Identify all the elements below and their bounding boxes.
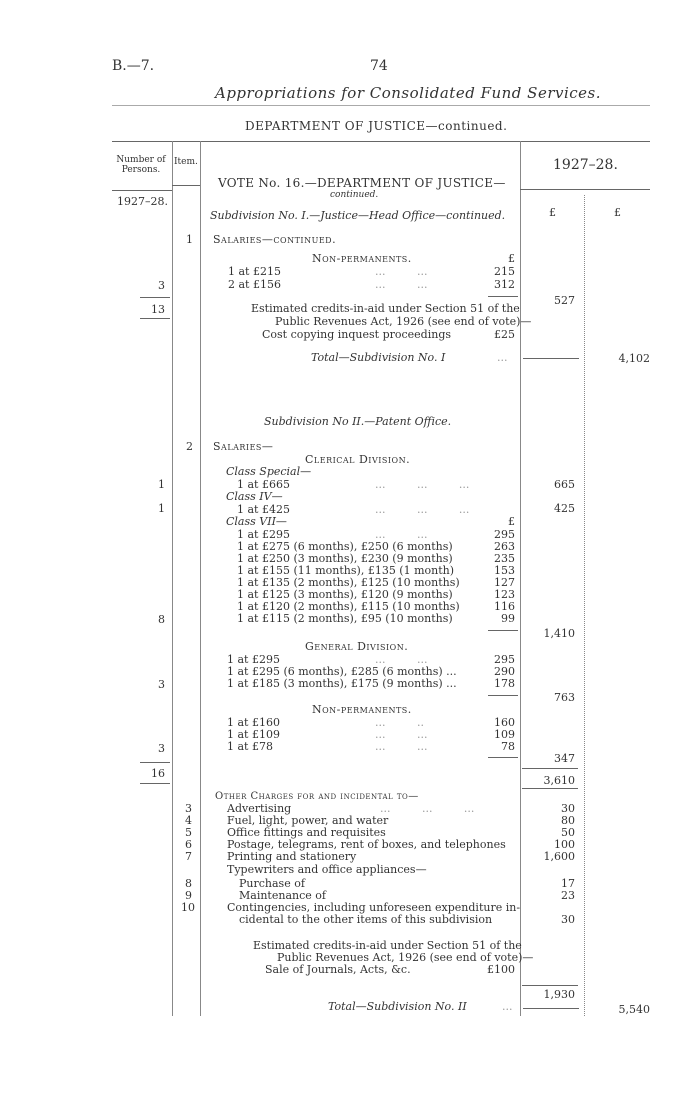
leader-dots: ... .. xyxy=(375,716,424,729)
sub1-nonperm-heading: Non-permanents. xyxy=(312,252,412,265)
subdivision-2-heading: Subdivision No II.—Patent Office. xyxy=(264,415,452,428)
nonperm-row-label: 1 at £160 xyxy=(227,716,280,729)
class-7-row-label: 1 at £155 (11 months), £135 (1 month) xyxy=(237,564,455,577)
tw-item-label: Maintenance of xyxy=(239,889,326,902)
vote-continued: continued. xyxy=(330,190,379,200)
salaries-total-underrule xyxy=(522,788,578,789)
nonperm-sum-rule xyxy=(488,757,518,758)
sub1-credits-line-2: Public Revenues Act, 1926 (see end of vote)— xyxy=(275,315,532,328)
class-7-pound-sign: £ xyxy=(508,515,515,528)
other-item-number: 4 xyxy=(185,814,192,827)
amount-column-divider xyxy=(584,195,585,1016)
other-item-amount: 30 xyxy=(561,802,575,815)
sub2-total-label: Total—Subdivision No. II xyxy=(328,1000,467,1013)
leader-dots: ... ... xyxy=(375,653,428,666)
sub2-nonperm-heading: Non-permanents. xyxy=(312,703,412,716)
sub2-credits-line-3: Sale of Journals, Acts, &c. xyxy=(265,963,411,976)
year-header-rule xyxy=(520,189,650,190)
class-7-row-label: 1 at £250 (3 months), £230 (9 months) xyxy=(237,552,453,565)
page-title: Appropriations for Consolidated Fund Services. xyxy=(215,84,602,102)
other-item-number: 3 xyxy=(185,802,192,815)
general-row-label: 1 at £185 (3 months), £175 (9 months) ... xyxy=(227,677,457,690)
salaries-total: 3,610 xyxy=(543,774,575,787)
item-text-divider xyxy=(200,141,201,1016)
nonperm-total: 347 xyxy=(554,752,575,765)
nonperm-row-amount: 160 xyxy=(494,716,515,729)
typewriters-heading: Typewriters and office appliances— xyxy=(227,863,427,876)
sub1-salaries-label: Salaries—continued. xyxy=(213,233,337,246)
contingencies-line-1: Contingencies, including unforeseen expenditure in- xyxy=(227,901,521,914)
sub2-credits-line-2: Public Revenues Act, 1926 (see end of vote)— xyxy=(277,951,534,964)
class-7-total: 1,410 xyxy=(543,627,575,640)
sub2-total-dash xyxy=(523,1008,579,1009)
class-7-row-amount: 127 xyxy=(494,576,515,589)
other-item-label: Printing and stationery xyxy=(227,850,357,863)
sub1-total-dash xyxy=(523,358,579,359)
other-item-amount: 50 xyxy=(561,826,575,839)
general-row-amount: 290 xyxy=(494,665,515,678)
vote-title: VOTE No. 16.—DEPARTMENT OF JUSTICE— xyxy=(218,176,506,190)
page-number: 74 xyxy=(370,58,388,74)
leader-dots: ... xyxy=(502,1000,513,1013)
sub1-persons-rule xyxy=(140,297,170,298)
sub1-row-2-persons: 3 xyxy=(158,279,165,292)
class-7-row-label: 1 at £135 (2 months), £125 (10 months) xyxy=(237,576,460,589)
sub1-row-1-label: 1 at £215 xyxy=(228,265,281,278)
other-item-number: 5 xyxy=(185,826,192,839)
nonperm-row-amount: 78 xyxy=(501,740,515,753)
other-charges-total: 1,930 xyxy=(543,988,575,1001)
class-7-row-amount: 263 xyxy=(494,540,515,553)
sub1-sum-rule xyxy=(488,296,518,297)
persons-header-rule xyxy=(112,190,172,191)
contingencies-item-number: 10 xyxy=(181,901,195,914)
sub1-credits-line-1: Estimated credits-in-aid under Section 51 of the xyxy=(251,302,520,315)
title-rule xyxy=(112,105,650,106)
department-heading xyxy=(245,119,507,133)
class-special-persons: 1 xyxy=(158,478,165,491)
class-7-label: Class VII— xyxy=(226,515,287,528)
class-7-row-label: 1 at £120 (2 months), £115 (10 months) xyxy=(237,600,460,613)
general-row-amount: 295 xyxy=(494,653,515,666)
class-7-row-amount: 99 xyxy=(501,612,515,625)
leader-dots: ... ... ... xyxy=(375,478,470,491)
sub1-credits-line-3: Cost copying inquest proceedings xyxy=(262,328,452,341)
other-item-label: Postage, telegrams, rent of boxes, and telephones xyxy=(227,838,506,851)
tw-item-amount: 17 xyxy=(561,877,575,890)
class-special-label: Class Special— xyxy=(226,465,312,478)
nonperm-persons: 3 xyxy=(158,742,165,755)
class-7-sum-rule xyxy=(488,630,518,631)
tw-item-number: 9 xyxy=(185,889,192,902)
sub2-total-persons: 16 xyxy=(151,767,165,780)
leader-dots: ... ... xyxy=(375,728,428,741)
nonperm-row-amount: 109 xyxy=(494,728,515,741)
leader-dots: ... ... xyxy=(375,278,428,291)
sub1-total: 4,102 xyxy=(618,352,650,365)
tw-item-amount: 23 xyxy=(561,889,575,902)
class-4-row: 1 at £425 xyxy=(237,503,290,516)
class-7-row-amount: 153 xyxy=(494,564,515,577)
sub2-persons-rule xyxy=(140,762,170,763)
other-item-label: Fuel, light, power, and water xyxy=(227,814,389,827)
contingencies-amount: 30 xyxy=(561,913,575,926)
subdivision-1-heading: Subdivision No. I.—Justice—Head Office—continued. xyxy=(210,209,506,222)
class-4-persons: 1 xyxy=(158,502,165,515)
tw-item-number: 8 xyxy=(185,877,192,890)
tw-item-label: Purchase of xyxy=(239,877,305,890)
sub1-row-2-amount: 312 xyxy=(494,278,515,291)
persons-year-label: 1927–28. xyxy=(117,195,168,208)
leader-dots: ... ... xyxy=(375,528,428,541)
sub2-credits-amount: £100 xyxy=(487,963,515,976)
general-row-amount: 178 xyxy=(494,677,515,690)
class-7-row-label: 1 at £125 (3 months), £120 (9 months) xyxy=(237,588,453,601)
text-amount-divider xyxy=(520,141,521,1016)
document-reference: B.—7. xyxy=(112,58,155,74)
sub1-total-persons: 13 xyxy=(151,303,165,316)
class-special-amount: 665 xyxy=(554,478,575,491)
other-item-label: Office fittings and requisites xyxy=(227,826,386,839)
leader-dots: ... ... xyxy=(375,265,428,278)
table-top-rule xyxy=(112,141,650,142)
class-4-label: Class IV— xyxy=(226,490,283,503)
general-persons: 3 xyxy=(158,678,165,691)
sub2-salaries-label: Salaries— xyxy=(213,440,274,453)
sub2-item-number: 2 xyxy=(186,440,193,453)
contingencies-line-2: cidental to the other items of this subdivision xyxy=(239,913,493,926)
item-header-rule xyxy=(172,185,200,186)
general-row-label: 1 at £295 xyxy=(227,653,280,666)
persons-item-divider xyxy=(172,141,173,1016)
clerical-division-heading: Clerical Division. xyxy=(305,453,411,466)
general-total: 763 xyxy=(554,691,575,704)
sub1-row-2-label: 2 at £156 xyxy=(228,278,281,291)
leader-dots: ... ... xyxy=(375,740,428,753)
pound-sign-col1: £ xyxy=(549,206,556,219)
sub1-credits-amount: £25 xyxy=(494,328,515,341)
class-7-row-amount: 295 xyxy=(494,528,515,541)
class-7-row-amount: 235 xyxy=(494,552,515,565)
class-special-row: 1 at £665 xyxy=(237,478,290,491)
other-item-number: 6 xyxy=(185,838,192,851)
class-7-row-label: 1 at £275 (6 months), £250 (6 months) xyxy=(237,540,453,553)
item-header: Item. xyxy=(174,157,198,167)
general-sum-rule xyxy=(488,695,518,696)
pound-sign-col2: £ xyxy=(614,206,621,219)
leader-dots: ... ... ... xyxy=(380,802,475,815)
year-header: 1927–28. xyxy=(553,157,618,173)
department-heading-text: DEPARTMENT OF JUSTICE—continued. xyxy=(245,119,508,133)
class-7-row-amount: 123 xyxy=(494,588,515,601)
other-item-amount: 80 xyxy=(561,814,575,827)
sub1-total-label: Total—Subdivision No. I xyxy=(311,351,446,364)
other-item-amount: 100 xyxy=(554,838,575,851)
sub1-subtotal: 527 xyxy=(554,294,575,307)
sub2-total: 5,540 xyxy=(618,1003,650,1016)
nonperm-row-label: 1 at £78 xyxy=(227,740,273,753)
general-row-label: 1 at £295 (6 months), £285 (6 months) ... xyxy=(227,665,457,678)
sub1-row-1-amount: 215 xyxy=(494,265,515,278)
persons-header: Number of Persons. xyxy=(116,155,166,175)
class-4-amount: 425 xyxy=(554,502,575,515)
sub1-persons-total-rule xyxy=(140,318,170,319)
leader-dots: ... ... ... xyxy=(375,503,470,516)
general-division-heading: General Division. xyxy=(305,640,409,653)
class-7-persons: 8 xyxy=(158,613,165,626)
sub1-item-number: 1 xyxy=(186,233,193,246)
other-item-label: Advertising xyxy=(227,802,292,815)
other-item-number: 7 xyxy=(185,850,192,863)
sub2-credits-line-1: Estimated credits-in-aid under Section 51 of the xyxy=(253,939,522,952)
salaries-total-rule xyxy=(522,768,578,769)
other-item-amount: 1,600 xyxy=(543,850,575,863)
other-total-rule xyxy=(522,985,578,986)
sub1-pound-sign: £ xyxy=(508,252,515,265)
sub2-persons-total-rule xyxy=(140,783,170,784)
other-charges-heading: Other Charges for and incidental to— xyxy=(215,791,419,802)
leader-dots: ... xyxy=(497,351,508,364)
class-7-row-label: 1 at £115 (2 months), £95 (10 months) xyxy=(237,612,453,625)
class-7-row-label: 1 at £295 xyxy=(237,528,290,541)
class-7-row-amount: 116 xyxy=(494,600,515,613)
nonperm-row-label: 1 at £109 xyxy=(227,728,280,741)
